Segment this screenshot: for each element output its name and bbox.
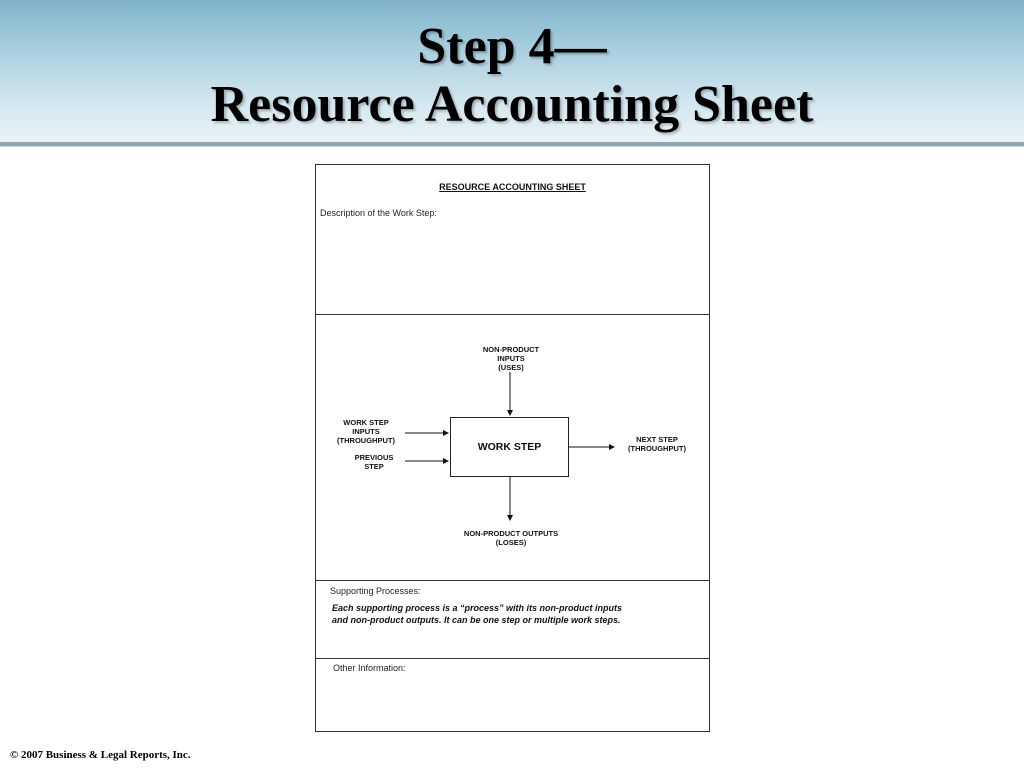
other-information-label: Other Information: — [333, 663, 406, 673]
slide-title — [0, 18, 1024, 134]
bottom-output-line-2: (LOSES) — [495, 538, 527, 547]
supporting-text-line-1: Each supporting process is a “process” with its non-product inputs — [332, 603, 623, 613]
description-label: Description of the Work Step: — [320, 208, 437, 218]
title-line-2: Resource Accounting Sheet — [210, 76, 814, 133]
right-output-line-1: NEXT STEP — [636, 435, 678, 444]
diagram-arrows — [316, 165, 711, 733]
right-output-line-2: (THROUGHPUT) — [628, 444, 686, 453]
sheet-heading: RESOURCE ACCOUNTING SHEET — [439, 182, 586, 192]
resource-accounting-sheet — [315, 164, 710, 732]
copyright-footer: © 2007 Business & Legal Reports, Inc. — [10, 749, 191, 761]
left-input-2-line-1: PREVIOUS — [354, 453, 394, 462]
title-line-1: Step 4— — [417, 18, 607, 75]
section-divider-2 — [316, 580, 709, 581]
left-input-2-line-2: STEP — [364, 462, 384, 471]
section-divider-3 — [316, 658, 709, 659]
left-input-1-line-1: WORK STEP — [343, 418, 389, 427]
top-input-line-2: INPUTS — [497, 354, 525, 363]
top-input-line-1: NON-PRODUCT — [482, 345, 540, 354]
top-input-line-3: (USES) — [498, 363, 524, 372]
left-input-1-line-3: (THROUGHPUT) — [337, 436, 395, 445]
supporting-processes-label: Supporting Processes: — [330, 586, 421, 596]
title-divider-light — [0, 146, 1024, 147]
supporting-text-line-2: and non-product outputs. It can be one step or multiple work steps. — [332, 615, 621, 625]
bottom-output-line-1: NON-PRODUCT OUTPUTS — [463, 529, 559, 538]
work-step-box: WORK STEP — [450, 417, 569, 477]
left-input-1-line-2: INPUTS — [352, 427, 380, 436]
